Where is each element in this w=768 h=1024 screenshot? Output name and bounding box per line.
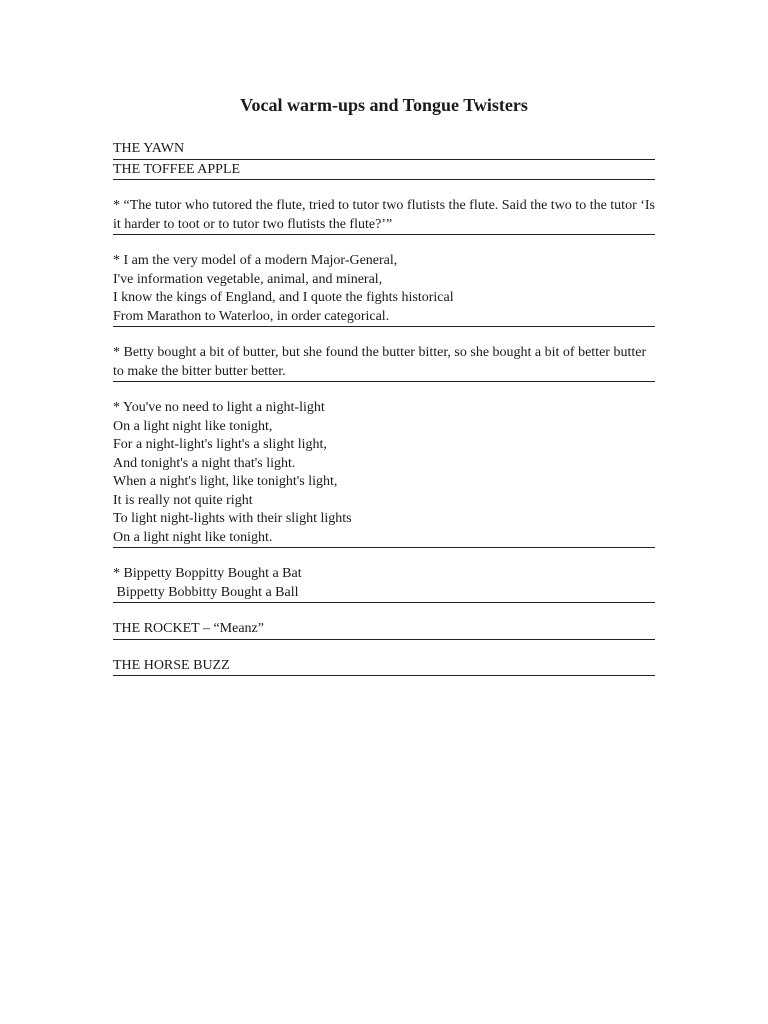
- section-heading: THE HORSE BUZZ: [113, 657, 230, 673]
- section-night-light: [113, 399, 655, 548]
- twister-text: * Betty bought a bit of butter, but she found the butter bitter, so she bought a bit of better butter to make the bitter butter better.: [113, 345, 647, 379]
- verse-line: Bippetty Bobbitty Bought a Ball: [113, 584, 299, 600]
- section-heading: THE TOFFEE APPLE: [113, 161, 241, 177]
- verse-line: * You've no need to light a night-light: [113, 400, 325, 415]
- verse-line: I've information vegetable, animal, and mineral,: [113, 271, 383, 287]
- section-the-horse-buzz: [113, 657, 655, 677]
- verse-line: * I am the very model of a modern Major-General,: [113, 253, 398, 268]
- verse-line: From Marathon to Waterloo, in order categorical.: [113, 308, 390, 324]
- section-bippetty: [113, 565, 655, 603]
- section-betty-butter: [113, 344, 655, 382]
- verse-line: When a night's light, like tonight's light,: [113, 474, 338, 489]
- verse-line: For a night-light's light's a slight light,: [113, 437, 327, 452]
- verse-line: On a light night like tonight,: [113, 418, 273, 434]
- section-major-general: [113, 252, 655, 327]
- section-heading: THE ROCKET – “Meanz”: [113, 621, 264, 636]
- document-content: [113, 140, 655, 676]
- verse-line: To light night-lights with their slight lights: [113, 511, 352, 526]
- verse-line: * Bippetty Boppitty Bought a Bat: [113, 566, 302, 581]
- verse-line: On a light night like tonight.: [113, 529, 273, 545]
- verse-line: I know the kings of England, and I quote the fights historical: [113, 290, 454, 305]
- verse-line: And tonight's a night that's light.: [113, 455, 296, 471]
- section-the-rocket: [113, 620, 655, 640]
- verse-line: It is really not quite right: [113, 492, 253, 508]
- section-the-toffee-apple: [113, 160, 655, 181]
- section-heading: THE YAWN: [113, 141, 185, 156]
- section-the-yawn: [113, 140, 655, 160]
- section-tutor-twister: [113, 197, 655, 235]
- page-title: Vocal warm-ups and Tongue Twisters: [240, 95, 528, 115]
- twister-text: * “The tutor who tutored the flute, tried to tutor two flutists the flute. Said the two to the tutor ‘Is it harder to toot or to tutor two flutists the flute?’”: [113, 198, 656, 232]
